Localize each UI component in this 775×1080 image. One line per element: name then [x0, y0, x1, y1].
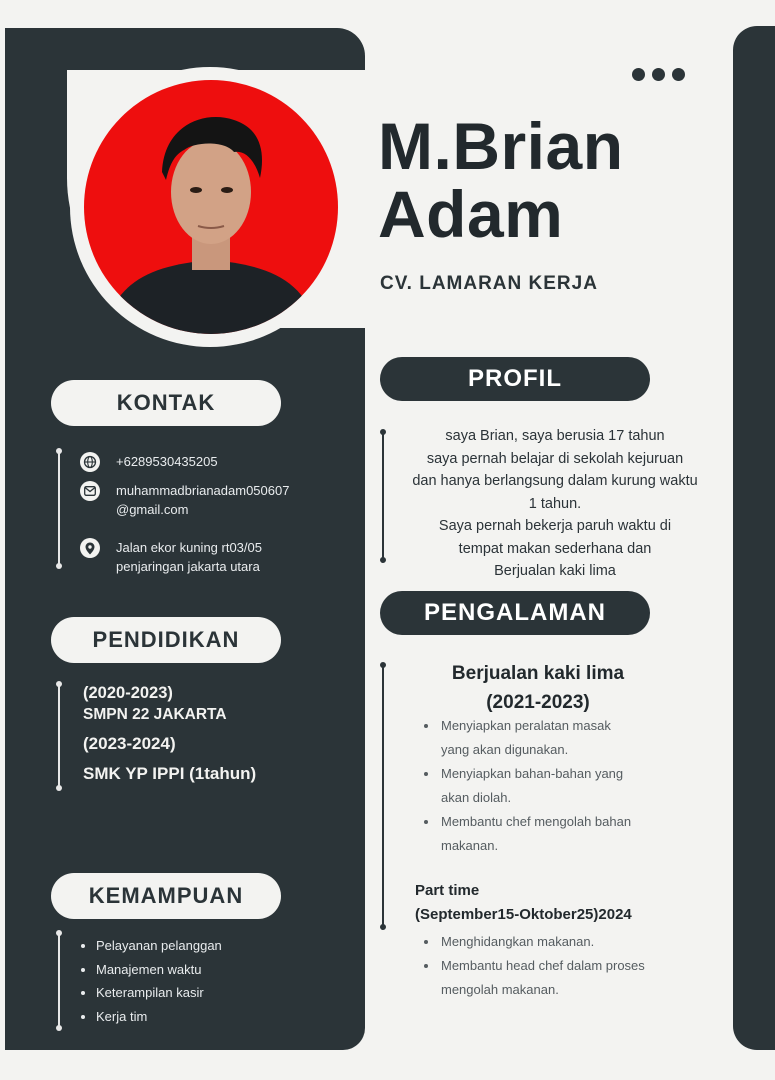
email-address	[116, 481, 289, 519]
job2-header	[415, 879, 632, 927]
skill-item: • Kerja tim	[96, 1005, 222, 1029]
profile-line: Saya pernah bekerja paruh waktu di	[438, 518, 672, 534]
phone-number: +6289530435205	[116, 454, 218, 469]
edu-years-1: (2020-2023)	[83, 684, 173, 702]
job2-title: Part time	[415, 882, 480, 899]
location-pin-icon	[80, 538, 100, 558]
job1-task-list	[425, 714, 631, 858]
job1-title: Berjualan kaki lima	[451, 663, 625, 684]
contact-phone	[80, 452, 218, 472]
education-timeline	[58, 684, 60, 788]
person-silhouette	[84, 80, 338, 334]
skills-list	[80, 934, 222, 1028]
profile-line: saya Brian, saya berusia 17 tahun	[445, 428, 665, 444]
job2-period: (September15-Oktober25)2024	[415, 906, 632, 923]
skill-item: • Manajemen waktu	[96, 958, 222, 982]
edu-school-1: SMPN 22 JAKARTA	[83, 706, 227, 723]
profile-timeline	[382, 432, 384, 560]
profile-line: Berjualan kaki lima	[494, 563, 616, 579]
profile-description	[385, 425, 725, 583]
contact-email	[80, 481, 289, 519]
skill-item: • Keterampilan kasir	[96, 981, 222, 1005]
more-dots-icon[interactable]	[632, 68, 685, 81]
candidate-name	[378, 109, 624, 251]
profile-line: saya pernah belajar di sekolah kejuruan	[426, 450, 684, 467]
skills-timeline	[58, 933, 60, 1028]
email-line-1: muhammadbrianadam050607	[116, 483, 290, 498]
profile-line: tempat makan sederhana dan	[458, 540, 652, 557]
edu-years-2: (2023-2024)	[83, 734, 176, 753]
skill-item: • Pelayanan pelanggan	[96, 934, 222, 958]
job1-task: • Menyiapkan bahan-bahan yang akan diolah.	[439, 762, 631, 810]
right-decor-strip	[733, 26, 775, 1050]
education-heading: PENDIDIKAN	[51, 617, 281, 663]
experience-heading: PENGALAMAN	[380, 591, 650, 635]
profile-heading: PROFIL	[380, 357, 650, 401]
job2-task-list	[425, 930, 645, 1002]
edu-school-2: SMK YP IPPI (1tahun)	[83, 764, 257, 783]
contact-timeline	[58, 451, 60, 566]
address-line-2: penjaringan jakarta utara	[116, 559, 260, 574]
skills-heading: KEMAMPUAN	[51, 873, 281, 919]
job1-period: (2021-2023)	[486, 692, 590, 713]
globe-icon	[80, 452, 100, 472]
profile-photo	[84, 80, 338, 334]
address-line-1: Jalan ekor kuning rt03/05	[116, 540, 262, 555]
email-line-2: @gmail.com	[116, 502, 189, 517]
experience-timeline	[382, 665, 384, 927]
profile-line: 1 tahun.	[528, 495, 582, 512]
job1-task: • Membantu chef mengolah bahan makanan.	[439, 810, 631, 858]
name-line-2: Adam	[378, 177, 564, 251]
profile-line: dan hanya berlangsung dalam kurung waktu	[412, 473, 698, 489]
contact-address	[80, 538, 262, 576]
contact-heading: KONTAK	[51, 380, 281, 426]
job2-task: • Menghidangkan makanan.	[439, 930, 645, 954]
name-line-1: M.Brian	[378, 109, 624, 183]
address-text	[116, 538, 262, 576]
job1-task: • Menyiapkan peralatan masak yang akan digunakan.	[439, 714, 631, 762]
document-subtitle: CV. LAMARAN KERJA	[380, 273, 598, 294]
mail-icon	[80, 481, 100, 501]
sidebar-top-cap	[5, 28, 365, 70]
job2-task: • Membantu head chef dalam proses mengolah makanan.	[439, 954, 645, 1002]
